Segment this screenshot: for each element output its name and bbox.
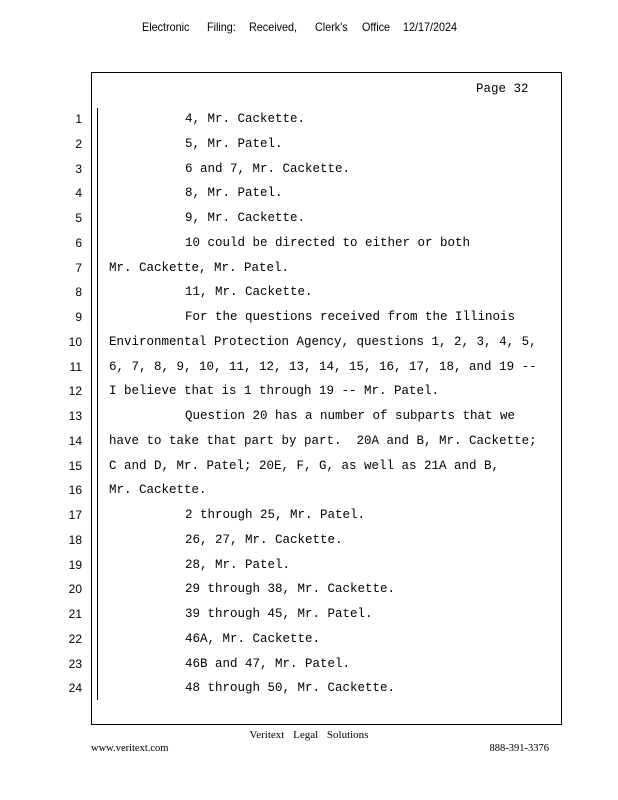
line-number: 23	[68, 656, 82, 671]
line-number: 12	[68, 384, 82, 399]
line-number: 22	[68, 631, 82, 646]
transcript-line: 6, 7, 8, 9, 10, 11, 12, 13, 14, 15, 16, 17, 18, and 19 --	[109, 359, 537, 374]
header-electronic: Electronic	[142, 20, 190, 34]
transcript-line: C and D, Mr. Patel; 20E, F, G, as well as 21A and B,	[109, 458, 500, 473]
line-number: 9	[75, 310, 82, 324]
line-number: 11	[69, 359, 82, 374]
line-number: 14	[68, 433, 82, 448]
line-number: 15	[68, 458, 82, 473]
transcript-line: have to take that part by part. 20A and B, Mr. Cackette;	[109, 433, 537, 448]
transcript-line: Mr. Cackette.	[109, 483, 207, 498]
header-received: Received,	[249, 20, 298, 34]
line-number: 24	[68, 681, 82, 696]
header-date: 12/17/2024	[403, 20, 458, 34]
line-number: 1	[75, 112, 82, 126]
footer-phone: 888-391-3376	[489, 743, 549, 754]
transcript-line: 39 through 45, Mr. Patel.	[185, 607, 373, 621]
line-number: 21	[68, 607, 82, 621]
line-number: 19	[68, 557, 82, 572]
transcript-line: Question 20 has a number of subparts that we	[185, 409, 516, 423]
line-number: 17	[68, 508, 82, 522]
line-number: 20	[68, 582, 82, 597]
transcript-line: 10 could be directed to either or both	[185, 235, 471, 250]
transcript-line: 4, Mr. Cackette.	[185, 112, 306, 126]
line-number: 5	[75, 211, 82, 225]
transcript-line: 9, Mr. Cackette.	[185, 211, 306, 225]
line-number: 4	[75, 186, 82, 201]
line-number: 10	[68, 334, 82, 349]
transcript-line: 48 through 50, Mr. Cackette.	[185, 681, 396, 696]
line-number-divider	[97, 108, 98, 700]
line-number: 16	[68, 483, 82, 498]
transcript-line: 46B and 47, Mr. Patel.	[185, 656, 351, 671]
line-number: 2	[75, 136, 82, 151]
header-filing: Filing:	[207, 20, 236, 34]
transcript-line: 29 through 38, Mr. Cackette.	[185, 582, 396, 597]
transcript-line: Mr. Cackette, Mr. Patel.	[109, 260, 290, 275]
transcript-line: 5, Mr. Patel.	[185, 136, 283, 151]
transcript-line: 26, 27, Mr. Cackette.	[185, 532, 343, 547]
transcript-line: Environmental Protection Agency, questions 1, 2, 3, 4, 5,	[109, 334, 537, 349]
transcript-line: I believe that is 1 through 19 -- Mr. Patel.	[109, 384, 440, 399]
transcript-line: For the questions received from the Illinois	[185, 310, 516, 324]
transcript-line: 28, Mr. Patel.	[185, 557, 291, 572]
footer-company: Veritext Legal Solutions	[249, 729, 369, 741]
transcript-line: 6 and 7, Mr. Cackette.	[185, 161, 351, 176]
transcript-line: 11, Mr. Cackette.	[185, 285, 313, 300]
transcript-line: 8, Mr. Patel.	[185, 186, 283, 201]
line-number: 8	[75, 285, 82, 300]
page-number: Page 32	[476, 82, 529, 96]
line-number: 13	[68, 409, 82, 423]
footer-website: www.veritext.com	[91, 743, 169, 754]
line-number: 6	[75, 235, 82, 250]
transcript-line: 2 through 25, Mr. Patel.	[185, 508, 366, 522]
header-office: Office	[362, 20, 391, 34]
line-number: 18	[68, 532, 82, 547]
line-number: 3	[75, 161, 82, 176]
header-clerks: Clerk's	[315, 20, 348, 34]
transcript-line: 46A, Mr. Cackette.	[185, 631, 321, 646]
line-number: 7	[75, 260, 82, 275]
